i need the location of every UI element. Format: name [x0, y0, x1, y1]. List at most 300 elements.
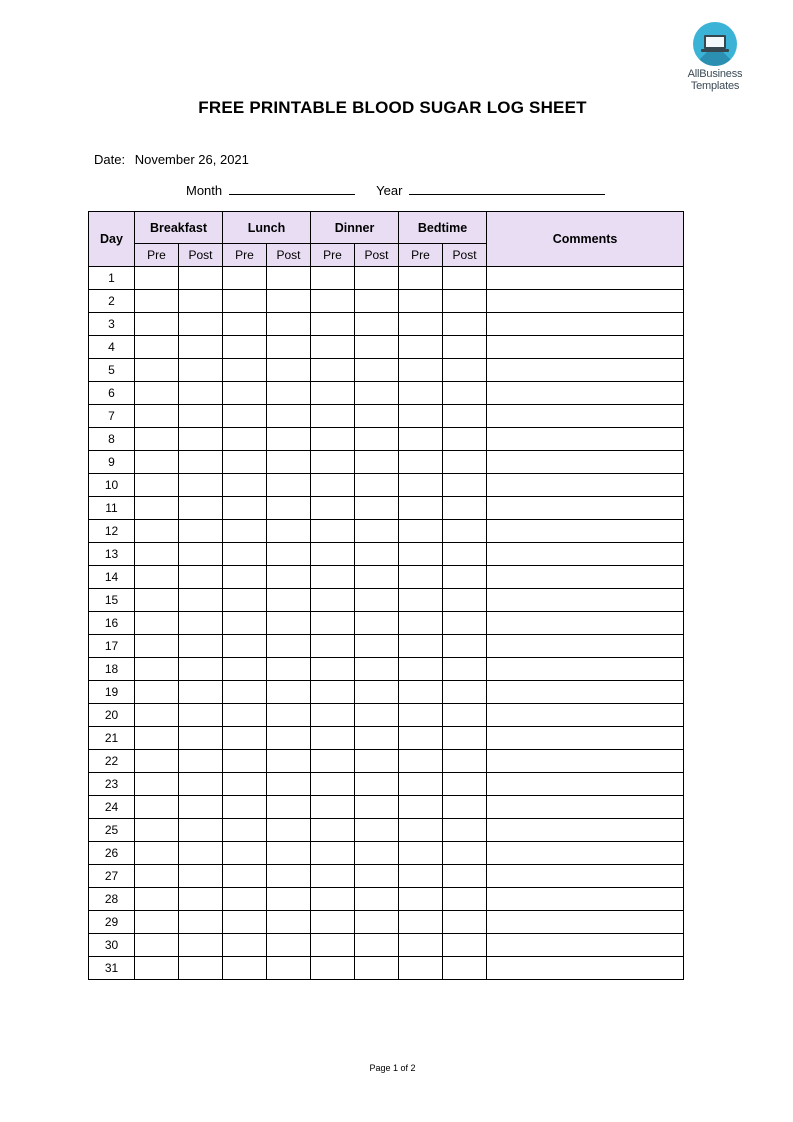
reading-cell[interactable]: [355, 497, 399, 520]
reading-cell[interactable]: [311, 543, 355, 566]
reading-cell[interactable]: [311, 819, 355, 842]
reading-cell[interactable]: [267, 336, 311, 359]
reading-cell[interactable]: [135, 773, 179, 796]
reading-cell[interactable]: [443, 773, 487, 796]
reading-cell[interactable]: [443, 934, 487, 957]
reading-cell[interactable]: [355, 382, 399, 405]
reading-cell[interactable]: [443, 612, 487, 635]
reading-cell[interactable]: [223, 727, 267, 750]
reading-cell[interactable]: [223, 773, 267, 796]
reading-cell[interactable]: [179, 451, 223, 474]
reading-cell[interactable]: [135, 842, 179, 865]
reading-cell[interactable]: [179, 888, 223, 911]
day-number: 3: [89, 313, 135, 336]
reading-cell[interactable]: [223, 911, 267, 934]
reading-cell[interactable]: [179, 796, 223, 819]
reading-cell[interactable]: [135, 451, 179, 474]
reading-cell[interactable]: [443, 359, 487, 382]
table-row: [89, 750, 684, 773]
reading-cell[interactable]: [223, 313, 267, 336]
reading-cell[interactable]: [311, 934, 355, 957]
comment-cell[interactable]: [487, 543, 684, 566]
reading-cell[interactable]: [399, 934, 443, 957]
reading-cell[interactable]: [355, 267, 399, 290]
reading-cell[interactable]: [267, 566, 311, 589]
reading-cell[interactable]: [355, 957, 399, 980]
reading-cell[interactable]: [223, 290, 267, 313]
reading-cell[interactable]: [355, 796, 399, 819]
comment-cell[interactable]: [487, 589, 684, 612]
reading-cell[interactable]: [311, 451, 355, 474]
reading-cell[interactable]: [311, 474, 355, 497]
comment-cell[interactable]: [487, 405, 684, 428]
reading-cell[interactable]: [311, 566, 355, 589]
reading-cell[interactable]: [267, 704, 311, 727]
reading-cell[interactable]: [399, 727, 443, 750]
reading-cell[interactable]: [355, 566, 399, 589]
table-row: [89, 888, 684, 911]
reading-cell[interactable]: [399, 589, 443, 612]
reading-cell[interactable]: [355, 888, 399, 911]
reading-cell[interactable]: [267, 428, 311, 451]
reading-cell[interactable]: [355, 520, 399, 543]
reading-cell[interactable]: [355, 773, 399, 796]
comment-cell[interactable]: [487, 819, 684, 842]
reading-cell[interactable]: [399, 911, 443, 934]
reading-cell[interactable]: [311, 589, 355, 612]
reading-cell[interactable]: [355, 934, 399, 957]
reading-cell[interactable]: [223, 750, 267, 773]
reading-cell[interactable]: [179, 497, 223, 520]
reading-cell[interactable]: [443, 382, 487, 405]
day-number: 1: [89, 267, 135, 290]
reading-cell[interactable]: [267, 796, 311, 819]
comment-cell[interactable]: [487, 842, 684, 865]
comment-cell[interactable]: [487, 934, 684, 957]
reading-cell[interactable]: [135, 819, 179, 842]
reading-cell[interactable]: [179, 612, 223, 635]
reading-cell[interactable]: [443, 681, 487, 704]
reading-cell[interactable]: [179, 681, 223, 704]
date-line: [94, 152, 249, 167]
reading-cell[interactable]: [179, 704, 223, 727]
reading-cell[interactable]: [311, 382, 355, 405]
reading-cell[interactable]: [267, 589, 311, 612]
reading-cell[interactable]: [267, 934, 311, 957]
reading-cell[interactable]: [399, 336, 443, 359]
reading-cell[interactable]: [223, 428, 267, 451]
reading-cell[interactable]: [179, 543, 223, 566]
reading-cell[interactable]: [355, 543, 399, 566]
reading-cell[interactable]: [135, 520, 179, 543]
reading-cell[interactable]: [399, 819, 443, 842]
reading-cell[interactable]: [443, 290, 487, 313]
reading-cell[interactable]: [135, 290, 179, 313]
reading-cell[interactable]: [311, 681, 355, 704]
reading-cell[interactable]: [135, 267, 179, 290]
reading-cell[interactable]: [267, 543, 311, 566]
reading-cell[interactable]: [443, 750, 487, 773]
reading-cell[interactable]: [267, 773, 311, 796]
reading-cell[interactable]: [223, 566, 267, 589]
comment-cell[interactable]: [487, 865, 684, 888]
comment-cell[interactable]: [487, 658, 684, 681]
reading-cell[interactable]: [135, 566, 179, 589]
reading-cell[interactable]: [355, 658, 399, 681]
reading-cell[interactable]: [399, 957, 443, 980]
table-row: [89, 497, 684, 520]
month-field[interactable]: [229, 182, 355, 195]
reading-cell[interactable]: [179, 957, 223, 980]
reading-cell[interactable]: [267, 497, 311, 520]
reading-cell[interactable]: [399, 359, 443, 382]
reading-cell[interactable]: [267, 681, 311, 704]
reading-cell[interactable]: [355, 727, 399, 750]
reading-cell[interactable]: [399, 428, 443, 451]
reading-cell[interactable]: [135, 589, 179, 612]
reading-cell[interactable]: [179, 474, 223, 497]
reading-cell[interactable]: [399, 566, 443, 589]
reading-cell[interactable]: [267, 451, 311, 474]
reading-cell[interactable]: [399, 290, 443, 313]
reading-cell[interactable]: [267, 313, 311, 336]
reading-cell[interactable]: [179, 750, 223, 773]
reading-cell[interactable]: [399, 612, 443, 635]
reading-cell[interactable]: [223, 267, 267, 290]
reading-cell[interactable]: [443, 474, 487, 497]
reading-cell[interactable]: [443, 313, 487, 336]
reading-cell[interactable]: [135, 635, 179, 658]
reading-cell[interactable]: [443, 428, 487, 451]
reading-cell[interactable]: [443, 405, 487, 428]
reading-cell[interactable]: [267, 658, 311, 681]
reading-cell[interactable]: [399, 474, 443, 497]
reading-cell[interactable]: [399, 842, 443, 865]
reading-cell[interactable]: [443, 566, 487, 589]
day-number: 28: [89, 888, 135, 911]
reading-cell[interactable]: [355, 635, 399, 658]
reading-cell[interactable]: [355, 313, 399, 336]
reading-cell[interactable]: [399, 635, 443, 658]
table-row: [89, 566, 684, 589]
reading-cell[interactable]: [311, 428, 355, 451]
reading-cell[interactable]: [135, 796, 179, 819]
reading-cell[interactable]: [135, 497, 179, 520]
reading-cell[interactable]: [399, 681, 443, 704]
reading-cell[interactable]: [267, 382, 311, 405]
reading-cell[interactable]: [311, 773, 355, 796]
comment-cell[interactable]: [487, 497, 684, 520]
reading-cell[interactable]: [223, 934, 267, 957]
reading-cell[interactable]: [267, 405, 311, 428]
reading-cell[interactable]: [399, 543, 443, 566]
reading-cell[interactable]: [267, 267, 311, 290]
reading-cell[interactable]: [135, 888, 179, 911]
reading-cell[interactable]: [179, 658, 223, 681]
reading-cell[interactable]: [223, 612, 267, 635]
reading-cell[interactable]: [443, 635, 487, 658]
reading-cell[interactable]: [135, 750, 179, 773]
comment-cell[interactable]: [487, 428, 684, 451]
reading-cell[interactable]: [399, 796, 443, 819]
reading-cell[interactable]: [311, 911, 355, 934]
reading-cell[interactable]: [399, 704, 443, 727]
reading-cell[interactable]: [135, 313, 179, 336]
reading-cell[interactable]: [443, 267, 487, 290]
reading-cell[interactable]: [311, 405, 355, 428]
reading-cell[interactable]: [135, 359, 179, 382]
reading-cell[interactable]: [443, 658, 487, 681]
reading-cell[interactable]: [355, 290, 399, 313]
reading-cell[interactable]: [443, 727, 487, 750]
reading-cell[interactable]: [355, 405, 399, 428]
reading-cell[interactable]: [179, 635, 223, 658]
comment-cell[interactable]: [487, 612, 684, 635]
reading-cell[interactable]: [267, 842, 311, 865]
reading-cell[interactable]: [223, 635, 267, 658]
comment-cell[interactable]: [487, 888, 684, 911]
comment-cell[interactable]: [487, 382, 684, 405]
reading-cell[interactable]: [267, 911, 311, 934]
reading-cell[interactable]: [267, 819, 311, 842]
comment-cell[interactable]: [487, 313, 684, 336]
reading-cell[interactable]: [399, 520, 443, 543]
reading-cell[interactable]: [311, 957, 355, 980]
reading-cell[interactable]: [223, 382, 267, 405]
reading-cell[interactable]: [135, 681, 179, 704]
reading-cell[interactable]: [311, 888, 355, 911]
reading-cell[interactable]: [223, 796, 267, 819]
reading-cell[interactable]: [135, 865, 179, 888]
reading-cell[interactable]: [179, 934, 223, 957]
comment-cell[interactable]: [487, 520, 684, 543]
table-row: [89, 313, 684, 336]
reading-cell[interactable]: [223, 497, 267, 520]
reading-cell[interactable]: [135, 405, 179, 428]
reading-cell[interactable]: [179, 313, 223, 336]
reading-cell[interactable]: [135, 957, 179, 980]
reading-cell[interactable]: [443, 589, 487, 612]
reading-cell[interactable]: [135, 727, 179, 750]
reading-cell[interactable]: [135, 543, 179, 566]
reading-cell[interactable]: [355, 451, 399, 474]
reading-cell[interactable]: [179, 819, 223, 842]
reading-cell[interactable]: [179, 589, 223, 612]
comment-cell[interactable]: [487, 474, 684, 497]
comment-cell[interactable]: [487, 957, 684, 980]
table-row: [89, 336, 684, 359]
reading-cell[interactable]: [443, 704, 487, 727]
reading-cell[interactable]: [267, 957, 311, 980]
reading-cell[interactable]: [355, 911, 399, 934]
reading-cell[interactable]: [311, 313, 355, 336]
reading-cell[interactable]: [223, 658, 267, 681]
reading-cell[interactable]: [267, 865, 311, 888]
reading-cell[interactable]: [443, 819, 487, 842]
reading-cell[interactable]: [443, 957, 487, 980]
reading-cell[interactable]: [267, 612, 311, 635]
reading-cell[interactable]: [223, 842, 267, 865]
reading-cell[interactable]: [267, 727, 311, 750]
reading-cell[interactable]: [179, 842, 223, 865]
reading-cell[interactable]: [223, 957, 267, 980]
reading-cell[interactable]: [355, 842, 399, 865]
table-row: [89, 773, 684, 796]
reading-cell[interactable]: [135, 658, 179, 681]
reading-cell[interactable]: [267, 750, 311, 773]
reading-cell[interactable]: [311, 704, 355, 727]
reading-cell[interactable]: [223, 704, 267, 727]
reading-cell[interactable]: [223, 819, 267, 842]
reading-cell[interactable]: [179, 290, 223, 313]
reading-cell[interactable]: [355, 819, 399, 842]
day-number: 24: [89, 796, 135, 819]
reading-cell[interactable]: [399, 451, 443, 474]
reading-cell[interactable]: [443, 497, 487, 520]
reading-cell[interactable]: [443, 543, 487, 566]
comment-cell[interactable]: [487, 911, 684, 934]
reading-cell[interactable]: [443, 911, 487, 934]
reading-cell[interactable]: [267, 888, 311, 911]
reading-cell[interactable]: [311, 497, 355, 520]
comment-cell[interactable]: [487, 336, 684, 359]
reading-cell[interactable]: [311, 520, 355, 543]
reading-cell[interactable]: [355, 474, 399, 497]
reading-cell[interactable]: [355, 428, 399, 451]
reading-cell[interactable]: [311, 658, 355, 681]
reading-cell[interactable]: [223, 359, 267, 382]
reading-cell[interactable]: [223, 520, 267, 543]
reading-cell[interactable]: [443, 865, 487, 888]
reading-cell[interactable]: [223, 589, 267, 612]
reading-cell[interactable]: [399, 313, 443, 336]
reading-cell[interactable]: [355, 612, 399, 635]
comment-cell[interactable]: [487, 681, 684, 704]
reading-cell[interactable]: [179, 267, 223, 290]
comment-cell[interactable]: [487, 566, 684, 589]
reading-cell[interactable]: [311, 290, 355, 313]
reading-cell[interactable]: [135, 612, 179, 635]
reading-cell[interactable]: [311, 727, 355, 750]
reading-cell[interactable]: [223, 336, 267, 359]
reading-cell[interactable]: [267, 359, 311, 382]
reading-cell[interactable]: [179, 520, 223, 543]
reading-cell[interactable]: [267, 635, 311, 658]
reading-cell[interactable]: [443, 520, 487, 543]
reading-cell[interactable]: [223, 681, 267, 704]
reading-cell[interactable]: [223, 451, 267, 474]
reading-cell[interactable]: [311, 865, 355, 888]
reading-cell[interactable]: [223, 888, 267, 911]
reading-cell[interactable]: [311, 336, 355, 359]
table-row: [89, 957, 684, 980]
reading-cell[interactable]: [399, 382, 443, 405]
reading-cell[interactable]: [135, 704, 179, 727]
reading-cell[interactable]: [179, 405, 223, 428]
reading-cell[interactable]: [399, 888, 443, 911]
table-row: [89, 819, 684, 842]
reading-cell[interactable]: [179, 566, 223, 589]
comment-cell[interactable]: [487, 290, 684, 313]
reading-cell[interactable]: [267, 474, 311, 497]
reading-cell[interactable]: [135, 428, 179, 451]
reading-cell[interactable]: [443, 842, 487, 865]
reading-cell[interactable]: [355, 865, 399, 888]
comment-cell[interactable]: [487, 773, 684, 796]
reading-cell[interactable]: [399, 658, 443, 681]
month-year-line: [186, 182, 605, 198]
comment-cell[interactable]: [487, 359, 684, 382]
comment-cell[interactable]: [487, 451, 684, 474]
reading-cell[interactable]: [179, 727, 223, 750]
reading-cell[interactable]: [311, 635, 355, 658]
reading-cell[interactable]: [179, 911, 223, 934]
reading-cell[interactable]: [223, 865, 267, 888]
reading-cell[interactable]: [399, 750, 443, 773]
reading-cell[interactable]: [179, 428, 223, 451]
reading-cell[interactable]: [135, 382, 179, 405]
reading-cell[interactable]: [399, 865, 443, 888]
comment-cell[interactable]: [487, 635, 684, 658]
reading-cell[interactable]: [135, 934, 179, 957]
reading-cell[interactable]: [267, 290, 311, 313]
reading-cell[interactable]: [399, 267, 443, 290]
reading-cell[interactable]: [355, 704, 399, 727]
comment-cell[interactable]: [487, 796, 684, 819]
reading-cell[interactable]: [399, 773, 443, 796]
reading-cell[interactable]: [267, 520, 311, 543]
reading-cell[interactable]: [443, 336, 487, 359]
reading-cell[interactable]: [399, 405, 443, 428]
table-row: [89, 727, 684, 750]
comment-cell[interactable]: [487, 727, 684, 750]
reading-cell[interactable]: [135, 911, 179, 934]
comment-cell[interactable]: [487, 750, 684, 773]
reading-cell[interactable]: [223, 405, 267, 428]
reading-cell[interactable]: [311, 359, 355, 382]
reading-cell[interactable]: [355, 750, 399, 773]
reading-cell[interactable]: [355, 336, 399, 359]
reading-cell[interactable]: [311, 750, 355, 773]
reading-cell[interactable]: [443, 796, 487, 819]
reading-cell[interactable]: [311, 796, 355, 819]
reading-cell[interactable]: [311, 267, 355, 290]
reading-cell[interactable]: [223, 543, 267, 566]
reading-cell[interactable]: [179, 865, 223, 888]
reading-cell[interactable]: [311, 842, 355, 865]
reading-cell[interactable]: [135, 336, 179, 359]
table-row: [89, 428, 684, 451]
reading-cell[interactable]: [179, 773, 223, 796]
reading-cell[interactable]: [179, 336, 223, 359]
day-number: 21: [89, 727, 135, 750]
comment-cell[interactable]: [487, 267, 684, 290]
year-field[interactable]: [409, 182, 605, 195]
reading-cell[interactable]: [355, 589, 399, 612]
comment-cell[interactable]: [487, 704, 684, 727]
reading-cell[interactable]: [355, 359, 399, 382]
laptop-icon: [693, 22, 737, 66]
reading-cell[interactable]: [179, 359, 223, 382]
reading-cell[interactable]: [355, 681, 399, 704]
reading-cell[interactable]: [179, 382, 223, 405]
reading-cell[interactable]: [443, 888, 487, 911]
reading-cell[interactable]: [443, 451, 487, 474]
reading-cell[interactable]: [311, 612, 355, 635]
reading-cell[interactable]: [135, 474, 179, 497]
reading-cell[interactable]: [399, 497, 443, 520]
reading-cell[interactable]: [223, 474, 267, 497]
